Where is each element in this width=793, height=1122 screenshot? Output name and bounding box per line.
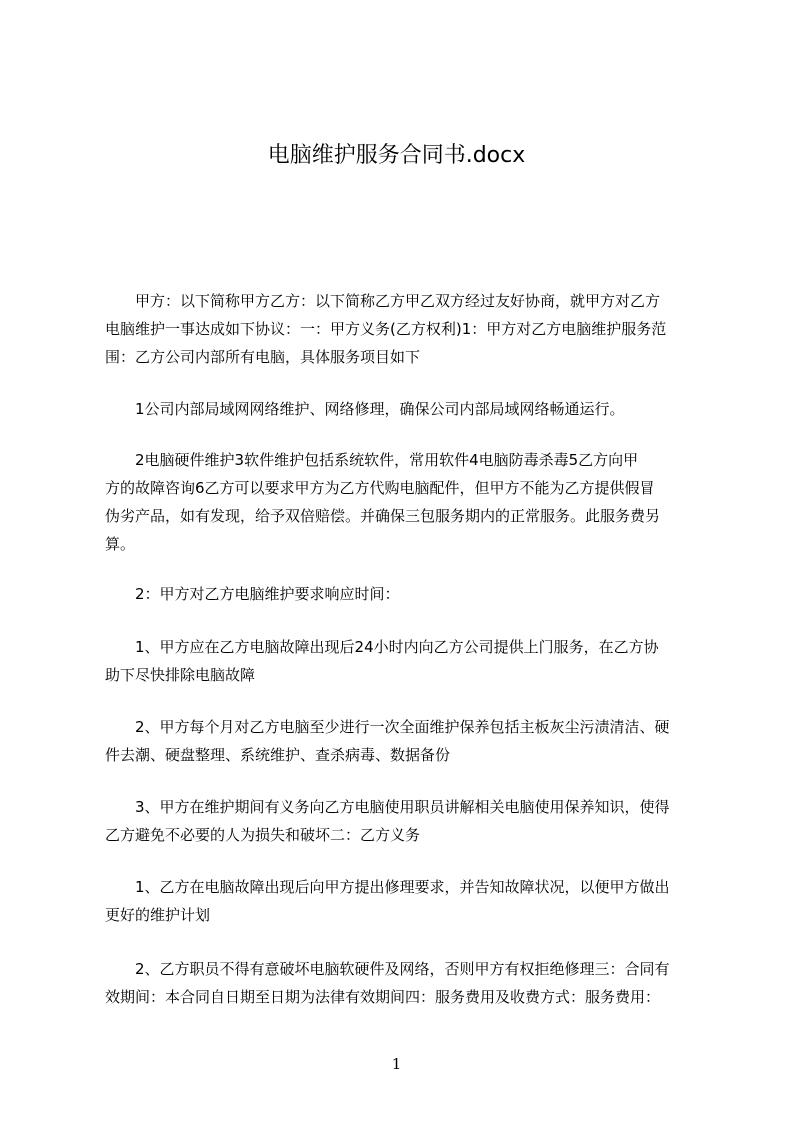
paragraph-line: 1公司内部局域网网络维护、网络修理，确保公司内部局域网络畅通运行。 xyxy=(105,400,625,418)
paragraph-clause-1 xyxy=(105,633,705,689)
paragraph-clause-2 xyxy=(105,713,705,769)
paragraph-line: 1、甲方应在乙方电脑故障出现后24小时内向乙方公司提供上门服务，在乙方协 xyxy=(105,638,659,656)
paragraph-line: 2、甲方每个月对乙方电脑至少进行一次全面维护保养包括主板灰尘污渍清洁、硬 xyxy=(105,718,670,736)
page-number: 1 xyxy=(391,1055,402,1073)
paragraph-network-maintenance xyxy=(105,395,705,423)
paragraph-line: 更好的维护计划 xyxy=(105,906,211,924)
paragraph-line: 3、甲方在维护期间有义务向乙方电脑使用职员讲解相关电脑使用保养知识，使得 xyxy=(105,798,670,816)
paragraph-line: 助下尽快排除电脑故障 xyxy=(105,666,256,684)
paragraph-line: 1、乙方在电脑故障出现后向甲方提出修理要求，并告知故障状况，以便甲方做出 xyxy=(105,878,670,896)
paragraph-party-b-clause-1 xyxy=(105,873,705,929)
paragraph-line: 2：甲方对乙方电脑维护要求响应时间： xyxy=(105,585,400,603)
paragraph-line: 件去潮、硬盘整理、系统维护、查杀病毒、数据备份 xyxy=(105,746,451,764)
paragraph-response-time-heading xyxy=(105,580,705,608)
paragraph-line: 围：乙方公司内部所有电脑，具体服务项目如下 xyxy=(105,348,421,366)
paragraph-line: 乙方避免不必要的人为损失和破坏二：乙方义务 xyxy=(105,826,421,844)
document-title: 电脑维护服务合同书.docx xyxy=(267,143,526,168)
paragraph-clause-3 xyxy=(105,793,705,849)
paragraph-line: 算。 xyxy=(105,535,136,553)
paragraph-line: 甲方：以下简称甲方乙方：以下简称乙方甲乙双方经过友好协商，就甲方对乙方 xyxy=(105,292,661,310)
paragraph-line: 2电脑硬件维护3软件维护包括系统软件，常用软件4电脑防毒杀毒5乙方向甲 xyxy=(105,451,639,469)
paragraph-line: 电脑维护一事达成如下协议：一：甲方义务(乙方权利)1：甲方对乙方电脑维护服务范 xyxy=(105,320,667,338)
paragraph-line: 方的故障咨询6乙方可以要求甲方为乙方代购电脑配件，但甲方不能为乙方提供假冒 xyxy=(105,479,655,497)
paragraph-line: 2、乙方职员不得有意破坏电脑软硬件及网络，否则甲方有权拒绝修理三：合同有 xyxy=(105,960,670,978)
paragraph-party-b-clause-2 xyxy=(105,955,705,1011)
paragraph-party-definitions xyxy=(105,287,705,371)
paragraph-line: 伪劣产品，如有发现，给予双倍赔偿。并确保三包服务期内的正常服务。此服务费另 xyxy=(105,507,661,525)
paragraph-line: 效期间：本合同自日期至日期为法律有效期间四：服务费用及收费方式：服务费用： xyxy=(105,988,661,1006)
paragraph-hardware-maintenance xyxy=(105,446,705,558)
